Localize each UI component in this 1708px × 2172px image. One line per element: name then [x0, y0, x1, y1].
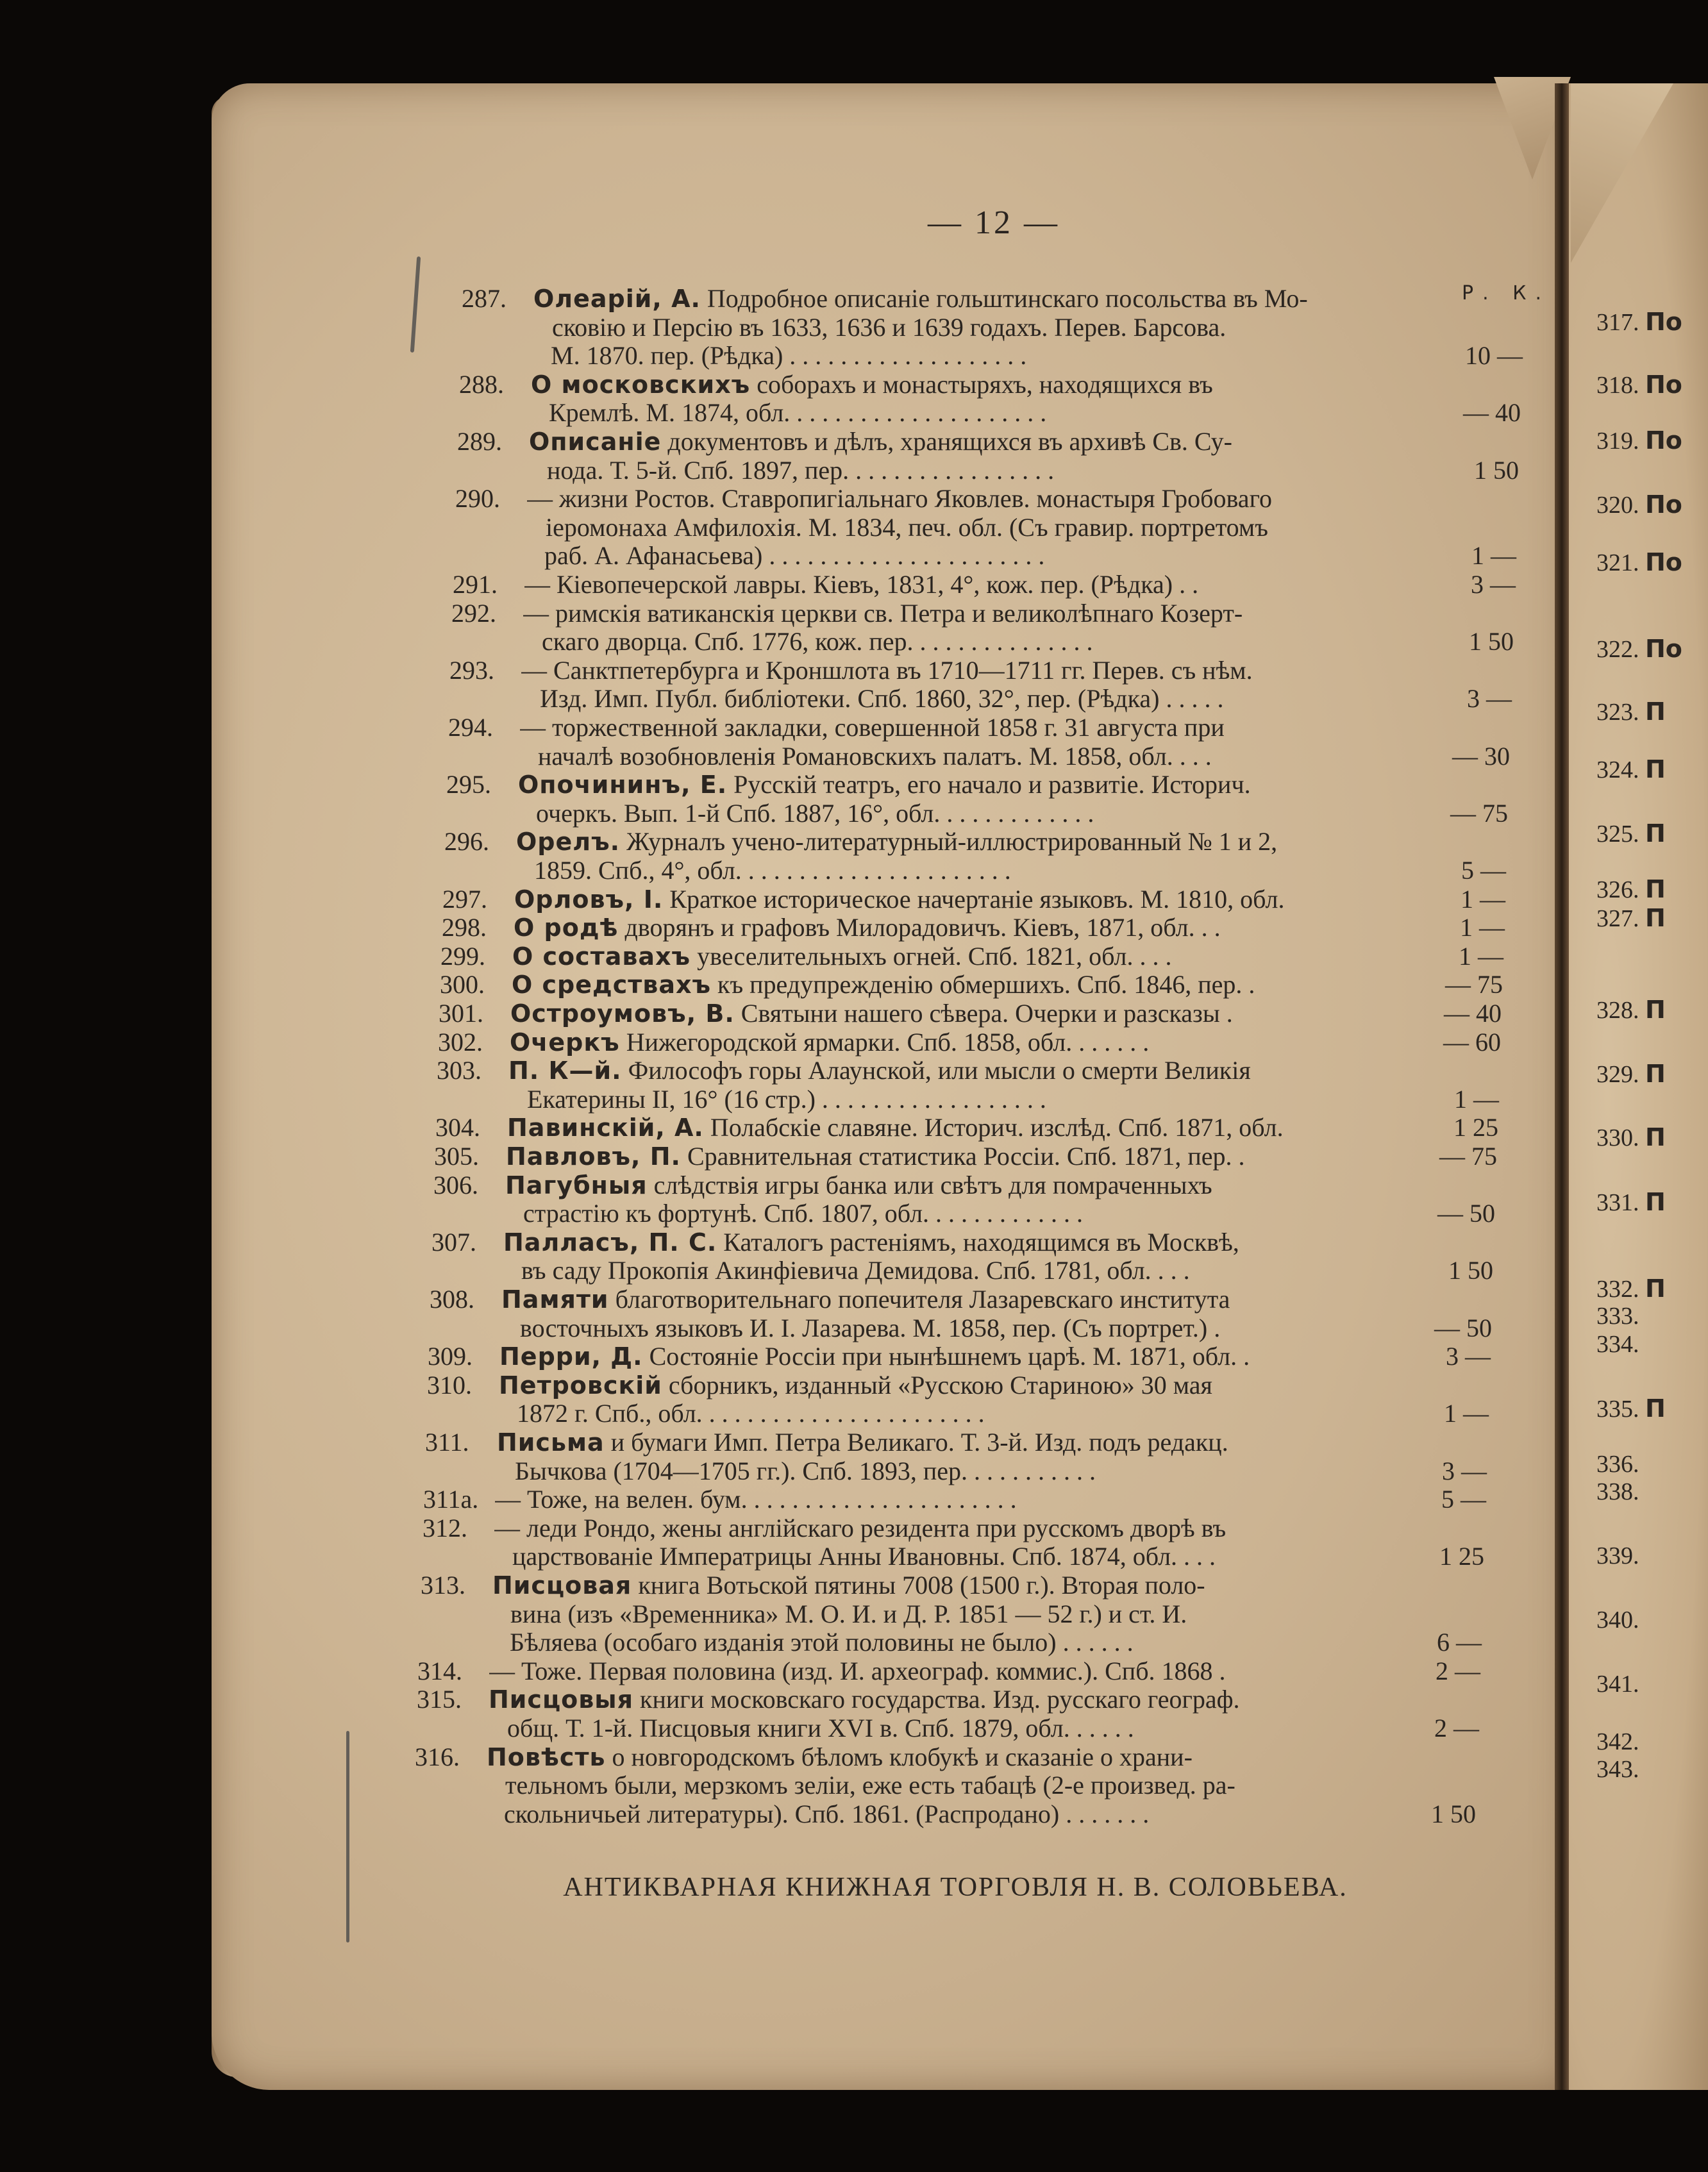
- entry-text: Писцовыя книги московскаго государства. Изд. русскаго географ.: [489, 1685, 1240, 1714]
- entry-line: [0, 1798, 1708, 1831]
- entry-text: — Санктпетербурга и Кроншлота въ 1710—1711 гг. Перев. съ нѣм.: [521, 656, 1253, 685]
- entry-text: О родѣ дворянъ и графовъ Милорадовичъ. Кіевъ, 1871, обл. . .: [514, 913, 1221, 942]
- entry-text: О московскихъ соборахъ и монастыряхъ, находящихся въ: [531, 370, 1213, 399]
- right-page-entry-number: 330.: [1596, 1124, 1645, 1151]
- entry-text: нода. Т. 5-й. Спб. 1897, пер. . . . . . . . . . . . . . . . .: [547, 456, 1055, 485]
- right-page-entry-title: По: [1645, 548, 1682, 576]
- entry-number: 295.: [446, 770, 491, 799]
- right-page-entry-title: П: [1645, 1394, 1666, 1423]
- right-page-entry-title: П: [1645, 875, 1666, 903]
- entry-number: 288.: [459, 370, 504, 399]
- entry-number: 292.: [451, 599, 496, 628]
- entry-text: Бѣляева (особаго изданія этой половины не было) . . . . . .: [510, 1628, 1134, 1657]
- entry-number: 310.: [427, 1371, 472, 1399]
- right-page-entry-number: 320.: [1596, 492, 1645, 519]
- right-page-entry-number: 334.: [1596, 1331, 1639, 1358]
- right-page-entry-number: 328.: [1596, 997, 1645, 1024]
- entry-number: 312.: [423, 1514, 467, 1542]
- right-page-entry: [1596, 819, 1708, 848]
- right-page-entry-number: 325.: [1596, 821, 1645, 848]
- entry-price: 1 50: [1448, 1256, 1493, 1285]
- entry-title: Писцовая: [492, 1571, 632, 1600]
- entry-text: О средствахъ къ предупрежденію обмершихъ. Спб. 1846, пер. .: [512, 970, 1255, 999]
- right-page-entry: [1596, 1542, 1708, 1570]
- right-page-entry-number: 326.: [1596, 876, 1645, 903]
- right-page-entry-title: П: [1645, 755, 1666, 783]
- entry-price: 3 —: [1467, 684, 1512, 713]
- entry-title: Очеркъ: [510, 1028, 620, 1057]
- right-page-entry: [1596, 1394, 1708, 1423]
- entry-price: 2 —: [1436, 1657, 1480, 1685]
- entry-number: 291.: [453, 570, 498, 599]
- entry-number: 306.: [433, 1171, 478, 1199]
- entry-title: Орелъ.: [516, 828, 621, 856]
- entry-price: 1 —: [1460, 913, 1505, 942]
- entry-text: — Кіевопечерской лавры. Кіевъ, 1831, 4°, кож. пер. (Рѣдка) . .: [524, 570, 1199, 599]
- entry-text: Опочининъ, Е. Русскій театръ, его начало и развитіе. Историч.: [518, 770, 1251, 799]
- entry-text: Павинскій, А. Полабскіе славяне. Историч. изслѣд. Спб. 1871, обл.: [507, 1113, 1284, 1142]
- right-page-entry: [1596, 1123, 1708, 1152]
- right-page-entry: [1596, 308, 1708, 337]
- entry-number: 311.: [425, 1428, 469, 1457]
- entry-number: 308.: [430, 1285, 474, 1314]
- right-page-entry: [1596, 1728, 1708, 1756]
- entry-title: Орловъ, I.: [514, 885, 664, 914]
- entry-title: Павинскій, А.: [507, 1114, 704, 1142]
- right-page-entry: [1596, 490, 1708, 519]
- entry-number: 309.: [428, 1342, 473, 1371]
- entry-price: 1 25: [1439, 1542, 1484, 1571]
- entry-number: 302.: [438, 1028, 483, 1057]
- entry-price: — 75: [1439, 1142, 1497, 1171]
- right-page-entry: [1596, 1302, 1708, 1330]
- entry-text: страстію къ фортунѣ. Спб. 1807, обл. . . . . . . . . . . . .: [523, 1199, 1084, 1228]
- entry-title: Петровскій: [499, 1371, 662, 1399]
- right-page-entry-number: 323.: [1596, 699, 1645, 726]
- entry-number: 297.: [442, 885, 487, 914]
- right-page-entry: [1596, 1330, 1708, 1358]
- entry-text: іеромонаха Амфилохія. М. 1834, печ. обл. (Съ гравир. портретомъ: [546, 513, 1268, 542]
- entry-price: 1 —: [1459, 942, 1503, 971]
- entry-text: Пагубныя слѣдствія игры банка или свѣтъ для помраченныхъ: [505, 1171, 1212, 1199]
- right-page-entry-title: По: [1645, 426, 1682, 455]
- entry-price: — 40: [1463, 398, 1521, 427]
- entry-title: Писцовыя: [489, 1685, 634, 1714]
- entry-text: очеркъ. Вып. 1-й Спб. 1887, 16°, обл. . . . . . . . . . . . .: [536, 799, 1094, 828]
- entry-price: 1 —: [1444, 1399, 1489, 1428]
- right-page-entry: [1596, 1060, 1708, 1089]
- entry-price: 6 —: [1437, 1628, 1482, 1657]
- entry-number: 301.: [439, 999, 483, 1028]
- entry-text: — леди Рондо, жены англійскаго резидента при русскомъ дворѣ въ: [494, 1514, 1227, 1542]
- entry-price: 5 —: [1441, 1485, 1486, 1514]
- right-page-entry: [1596, 1478, 1708, 1506]
- entry-title: Остроумовъ, В.: [510, 999, 735, 1028]
- right-page-entry: [1596, 698, 1708, 726]
- entry-text: — римскія ватиканскія церкви св. Петра и великолѣпнаго Козерт-: [523, 599, 1243, 628]
- entry-title: Пагубныя: [505, 1171, 648, 1199]
- right-page-entry-number: 317.: [1596, 309, 1645, 336]
- entry-price: 1 50: [1431, 1800, 1476, 1828]
- entry-price: — 75: [1445, 970, 1503, 999]
- right-page-entry-title: П: [1645, 819, 1666, 848]
- right-page-entry-number: 329.: [1596, 1061, 1645, 1088]
- entry-text: Писцовая книга Вотьской пятины 7008 (1500 г.). Вторая поло-: [492, 1571, 1205, 1600]
- entry-number: 303.: [437, 1056, 481, 1085]
- entry-text: Кремлѣ. М. 1874, обл. . . . . . . . . . . . . . . . . . . . .: [549, 398, 1047, 427]
- entry-price: 1 —: [1461, 885, 1505, 914]
- entry-text: Перри, Д. Состояніе Россіи при нынѣшнемъ царѣ. М. 1871, обл. .: [499, 1342, 1250, 1371]
- right-page-entry: [1596, 904, 1708, 933]
- entry-text: Очеркъ Нижегородской ярмарки. Спб. 1858, обл. . . . . . .: [510, 1028, 1150, 1057]
- publisher-footer: АНТИКВАРНАЯ КНИЖНАЯ ТОРГОВЛЯ Н. В. СОЛОВЬЕВА.: [563, 1873, 1348, 1902]
- entry-text: скольничьей литературы). Спб. 1861. (Распродано) . . . . . . .: [504, 1800, 1150, 1828]
- entry-title: Олеарій, А.: [533, 285, 701, 313]
- entry-title: Павловъ, П.: [506, 1142, 681, 1171]
- entry-text: О составахъ увеселительныхъ огней. Спб. 1821, обл. . . .: [512, 942, 1172, 971]
- entry-title: Палласъ, П. С.: [503, 1228, 717, 1257]
- entry-title: Описаніе: [529, 428, 662, 456]
- entry-text: Павловъ, П. Сравнительная статистика Россіи. Спб. 1871, пер. .: [506, 1142, 1245, 1171]
- right-page-entry-number: 331.: [1596, 1189, 1645, 1216]
- entry-price: 3 —: [1471, 570, 1516, 599]
- entry-text: — Тоже, на велен. бум. . . . . . . . . . . . . . . . . . . . . .: [495, 1485, 1017, 1514]
- right-page-entry-number: 335.: [1596, 1396, 1645, 1423]
- entry-text: Описаніе документовъ и дѣлъ, хранящихся въ архивѣ Св. Су-: [529, 427, 1232, 456]
- entry-title: О средствахъ: [512, 971, 712, 999]
- entry-price: — 60: [1443, 1028, 1501, 1057]
- entry-text: — Тоже. Первая половина (изд. И. археограф. коммис.). Спб. 1868 .: [489, 1657, 1226, 1685]
- entry-price: — 50: [1437, 1199, 1495, 1228]
- right-page-entry-title: По: [1645, 371, 1682, 399]
- right-page-entry-number: 339.: [1596, 1542, 1639, 1569]
- entry-title: О московскихъ: [531, 371, 751, 399]
- entry-text: Орловъ, I. Краткое историческое начертаніе языковъ. М. 1810, обл.: [514, 885, 1285, 914]
- right-page-entry: [1596, 755, 1708, 784]
- right-page-entry-number: 340.: [1596, 1607, 1639, 1633]
- entry-title: Памяти: [501, 1285, 609, 1314]
- right-page-entry-title: По: [1645, 490, 1682, 519]
- entry-title: П. К—й.: [508, 1057, 622, 1085]
- entry-title: Опочининъ, Е.: [518, 771, 728, 799]
- entry-number: 290.: [455, 484, 500, 513]
- right-page-entry-number: 327.: [1596, 905, 1645, 932]
- entry-text: скаго дворца. Спб. 1776, кож. пер. . . . . . . . . . . . . . .: [542, 627, 1093, 656]
- right-page-entry: [1596, 426, 1708, 455]
- entry-price: — 50: [1434, 1314, 1492, 1342]
- entry-number: 304.: [435, 1113, 480, 1142]
- entry-text: раб. А. Афанасьева) . . . . . . . . . . . . . . . . . . . . . .: [544, 541, 1045, 570]
- entry-number: 294.: [448, 713, 493, 742]
- entry-title: О родѣ: [514, 914, 619, 942]
- right-page-entry-number: 338.: [1596, 1478, 1639, 1505]
- entry-text: Письма и бумаги Имп. Петра Великаго. Т. 3-й. Изд. подъ редакц.: [497, 1428, 1228, 1457]
- right-page-entry-title: П: [1645, 1123, 1666, 1151]
- right-page-entry-number: 322.: [1596, 636, 1645, 663]
- entry-price: 1 50: [1469, 627, 1514, 656]
- entry-text: въ саду Прокопія Акинфіевича Демидова. Спб. 1781, обл. . . .: [521, 1256, 1190, 1285]
- right-page-entry: [1596, 1274, 1708, 1303]
- entry-number: 316.: [415, 1742, 460, 1771]
- right-page-entry-number: 333.: [1596, 1303, 1639, 1330]
- right-page-entry-title: По: [1645, 635, 1682, 663]
- right-page-entry-number: 318.: [1596, 372, 1645, 399]
- entry-text: восточныхъ языковъ И. I. Лазарева. М. 1858, пер. (Съ портрет.) .: [520, 1314, 1221, 1342]
- entry-number: 305.: [434, 1142, 479, 1171]
- right-page-entry-title: П: [1645, 698, 1666, 726]
- entry-number: 313.: [421, 1571, 465, 1600]
- entry-number: 314.: [417, 1657, 462, 1685]
- entry-number: 307.: [431, 1228, 476, 1257]
- right-page-entry: [1596, 1450, 1708, 1478]
- entry-text: 1859. Спб., 4°, обл. . . . . . . . . . . . . . . . . . . . . .: [534, 856, 1011, 885]
- entry-text: П. К—й. Философъ горы Алаунской, или мысли о смерти Великія: [508, 1056, 1251, 1085]
- right-page-entry: [1596, 1670, 1708, 1698]
- entry-text: Екатерины II, 16° (16 стр.) . . . . . . . . . . . . . . . . . .: [527, 1085, 1046, 1114]
- price-column-header: Р. К.: [1462, 282, 1550, 305]
- entry-text: Орелъ. Журналъ учено-литературный-иллюстрированный № 1 и 2,: [516, 827, 1278, 856]
- entry-text: сковію и Персію въ 1633, 1636 и 1639 годахъ. Перев. Барсова.: [552, 313, 1227, 342]
- entry-price: — 75: [1450, 799, 1508, 828]
- entry-number: 289.: [457, 427, 502, 456]
- entry-text: общ. Т. 1-й. Писцовыя книги XVI в. Спб. 1879, обл. . . . . .: [507, 1714, 1134, 1742]
- entry-number: 299.: [440, 942, 485, 971]
- entry-title: Повѣсть: [487, 1743, 606, 1771]
- entry-price: 1 25: [1453, 1113, 1498, 1142]
- entry-title: Письма: [497, 1428, 605, 1457]
- entry-text: Изд. Имп. Публ. библіотеки. Спб. 1860, 32°, пер. (Рѣдка) . . . . .: [540, 684, 1224, 713]
- entry-number: 300.: [440, 970, 485, 999]
- entry-price: 1 50: [1474, 456, 1519, 485]
- entry-price: 5 —: [1461, 856, 1506, 885]
- right-page-entry-title: П: [1645, 996, 1666, 1024]
- entry-price: 1 —: [1454, 1085, 1499, 1114]
- right-page-entry: [1596, 1755, 1708, 1784]
- entry-price: 2 —: [1434, 1714, 1479, 1742]
- entry-text: царствованіе Императрицы Анны Ивановны. Спб. 1874, обл. . . .: [512, 1542, 1216, 1571]
- right-page-entry-title: П: [1645, 904, 1666, 932]
- right-page-entry: [1596, 996, 1708, 1024]
- entry-number: 311а.: [423, 1485, 479, 1514]
- right-page-entry: [1596, 371, 1708, 399]
- right-page-entry: [1596, 875, 1708, 904]
- right-page-entry-number: 336.: [1596, 1451, 1639, 1478]
- right-page-entry-title: П: [1645, 1274, 1666, 1303]
- entry-number: 315.: [417, 1685, 462, 1714]
- right-page-entry-number: 321.: [1596, 549, 1645, 576]
- right-page-entry-number: 341.: [1596, 1671, 1639, 1698]
- right-page-entry: [1596, 635, 1708, 664]
- right-page-entry-number: 343.: [1596, 1756, 1639, 1783]
- right-page-entry-title: П: [1645, 1188, 1666, 1216]
- entry-title: Перри, Д.: [499, 1342, 643, 1371]
- entry-text: началѣ возобновленія Романовскихъ палатъ. М. 1858, обл. . . .: [538, 742, 1212, 771]
- entry-number: 293.: [449, 656, 494, 685]
- right-page-entry-number: 332.: [1596, 1276, 1645, 1303]
- entry-price: 3 —: [1442, 1457, 1487, 1485]
- entry-text: Повѣсть о новгородскомъ бѣломъ клобукѣ и сказаніе о храни-: [487, 1742, 1193, 1771]
- right-page-entry: [1596, 1606, 1708, 1634]
- entry-text: М. 1870. пер. (Рѣдка) . . . . . . . . . . . . . . . . . . .: [551, 341, 1027, 370]
- right-page-entry-number: 342.: [1596, 1728, 1639, 1755]
- entry-text: Палласъ, П. С. Каталогъ растеніямъ, находящимся въ Москвѣ,: [503, 1228, 1239, 1257]
- entry-text: тельномъ были, мерзкомъ зеліи, еже есть табацѣ (2-е произвед. ра-: [505, 1771, 1235, 1800]
- entry-number: 298.: [442, 913, 487, 942]
- entry-text: Бычкова (1704—1705 гг.). Спб. 1893, пер. . . . . . . . . . .: [515, 1457, 1096, 1485]
- entry-text: вина (изъ «Временника» М. О. И. и Д. Р. 1851 — 52 г.) и ст. И.: [510, 1600, 1187, 1628]
- entry-price: 1 —: [1471, 541, 1516, 570]
- entry-title: О составахъ: [512, 942, 691, 971]
- entry-price: — 30: [1452, 742, 1510, 771]
- entry-text: — жизни Ростов. Ставропигіальнаго Яковлев. монастыря Гробоваго: [527, 484, 1272, 513]
- entry-text: 1872 г. Спб., обл. . . . . . . . . . . . . . . . . . . . . . .: [517, 1399, 985, 1428]
- entry-text: Олеарій, А. Подробное описаніе гольштинскаго посольства въ Мо-: [533, 284, 1308, 313]
- entry-text: Памяти благотворительнаго попечителя Лазаревскаго института: [501, 1285, 1230, 1314]
- entry-number: 296.: [444, 827, 489, 856]
- right-page-entry-number: 324.: [1596, 756, 1645, 783]
- entry-price: 10 —: [1465, 341, 1523, 370]
- right-page-entry: [1596, 548, 1708, 577]
- right-page-entry-number: 319.: [1596, 428, 1645, 455]
- right-page-entry-title: По: [1645, 308, 1682, 336]
- right-page-entry-title: П: [1645, 1060, 1666, 1088]
- entry-price: — 40: [1444, 999, 1502, 1028]
- entry-text: Петровскій сборникъ, изданный «Русскою Стариною» 30 мая: [499, 1371, 1212, 1399]
- entry-text: — торжественной закладки, совершенной 1858 г. 31 августа при: [520, 713, 1225, 742]
- entry-price: 3 —: [1446, 1342, 1491, 1371]
- page-number: — 12 —: [928, 205, 1060, 241]
- entry-text: Остроумовъ, В. Святыни нашего сѣвера. Очерки и разсказы .: [510, 999, 1233, 1028]
- right-page-entry: [1596, 1188, 1708, 1217]
- entry-number: 287.: [462, 284, 507, 313]
